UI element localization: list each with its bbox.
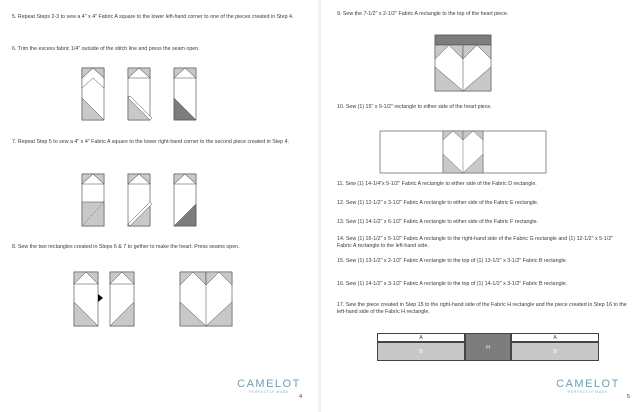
step-7-block-3 xyxy=(174,174,196,226)
camelot-logo-right xyxy=(553,378,623,394)
step-8-text: 8. Sew the two rectangles created in Steps 6 & 7 to gether to make the heart. Press seams open. xyxy=(12,244,240,250)
camelot-logo-left xyxy=(234,378,304,394)
step-6-block-1 xyxy=(82,68,104,120)
brand-tagline: PERFECTLY MADE xyxy=(249,390,289,394)
step-7-text: 7. Repeat Step 5 to sew a 4" x 4" Fabric A square to the lower right-hand corner to the second piece created in Step 4. xyxy=(12,139,290,145)
brand-name: CAMELOT xyxy=(556,378,620,390)
step-14-text: 14. Sew (1) 16-1/2" x 5-1/2" Fabric A rectangle to the right-hand side of the Fabric G rectangle and (1) 12-1/2" x 5-1/2" Fabric A rectangle to the left-hand side. xyxy=(337,236,614,249)
strip-center-h: H xyxy=(465,333,511,361)
step-8-left-half xyxy=(74,272,103,326)
strip-right-b: B xyxy=(511,342,599,361)
step-11-text: 11. Sew (1) 14-1/4"x 5-1/2" Fabric A rectangle to either side of the Fabric D rectangle. xyxy=(337,181,537,187)
step-8-right-half xyxy=(110,272,134,326)
step-6-block-2 xyxy=(128,68,152,120)
left-page xyxy=(0,0,318,412)
step-7-diagram xyxy=(80,172,200,228)
page-number-right: 5 xyxy=(627,394,631,400)
strip-left-b: B xyxy=(377,342,465,361)
step-13-text: 13. Sew (1) 14-1/2" x 6-1/2" Fabric A rectangle to either side of the Fabric F rectangle. xyxy=(337,219,539,225)
brand-name: CAMELOT xyxy=(237,378,301,390)
step-10-diagram xyxy=(379,130,547,174)
step-8-joined-heart xyxy=(180,272,232,326)
step-6-block-3 xyxy=(174,68,196,120)
page-number-left: 4 xyxy=(299,394,303,400)
strip-right-a: A xyxy=(511,333,599,342)
right-page xyxy=(321,0,639,412)
step-9-diagram xyxy=(434,34,492,92)
strip-left-a: A xyxy=(377,333,465,342)
step-6-text: 6. Trim the excess fabric 1/4" outside of the stitch line and press the seam open. xyxy=(12,46,200,52)
step-9-text: 9. Sew the 7-1/2" x 2-1/2" Fabric A rectangle to the top of the heart piece. xyxy=(337,11,509,17)
step-12-text: 12. Sew (1) 12-1/2" x 3-1/2" Fabric A rectangle to either side of the Fabric E rectangle. xyxy=(337,200,539,206)
step-17-diagram xyxy=(377,333,599,361)
step-5-text: 5. Repeat Steps 2-3 to sew a 4" x 4" Fabric A square to the lower left-hand corner to one of the pieces created in Step 4. xyxy=(12,14,294,20)
step-15-text: 15. Sew (1) 13-1/2" x 2-1/2" Fabric A rectangle to the top of (1) 13-1/2" x 3-1/2" Fabric B rectangle. xyxy=(337,258,568,264)
step-7-block-1 xyxy=(82,174,104,226)
step-7-block-2 xyxy=(128,174,152,226)
step-17-text: 17. Sew the piece created in Step 15 to the right-hand side of the Fabric H rectangle and the piece created in Step 16 to the left-hand side of the Fabric H rectangle. xyxy=(337,302,627,315)
step-6-diagram xyxy=(80,66,200,122)
step-16-text: 16. Sew (1) 14-1/2" x 3-1/2" Fabric A rectangle to the top of (1) 14-1/2" x 3-1/2" Fabric B rectangle. xyxy=(337,281,568,287)
step-10-text: 10. Sew (1) 15" x 9-1/2" rectangle to either side of the heart piece. xyxy=(337,104,492,110)
step-8-diagram xyxy=(70,270,250,330)
brand-tagline: PERFECTLY MADE xyxy=(568,390,608,394)
